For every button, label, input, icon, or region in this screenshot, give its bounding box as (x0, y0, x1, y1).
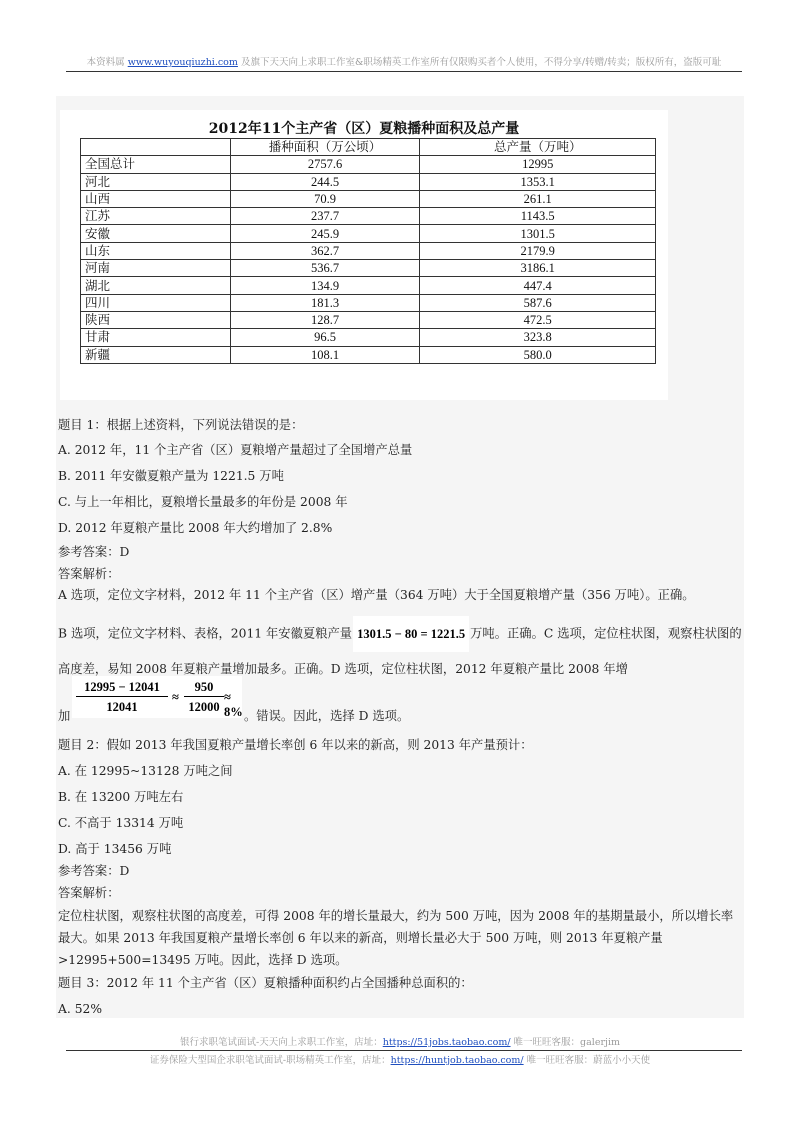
table-row (81, 190, 656, 207)
row-output-value: 323.8 (420, 329, 656, 346)
approx-result: ≈ 8% (224, 690, 243, 719)
header-divider (66, 71, 742, 72)
footer-2-post: 唯一旺旺客服：蔚蓝小小天使 (523, 1055, 651, 1066)
q3-option-a: A. 52% (58, 1002, 103, 1016)
row-region-name: 全国总计 (81, 156, 231, 173)
table-header-row (81, 139, 656, 156)
column-header (81, 139, 231, 156)
table-row (81, 277, 656, 294)
row-output-value: 1143.5 (420, 208, 656, 225)
footer-1-link[interactable]: https://51jobs.taobao.com/ (382, 1037, 511, 1048)
row-region-name: 安徽 (81, 225, 231, 242)
table-row (81, 156, 656, 173)
footer-divider (66, 1050, 742, 1051)
q1-analysis-b-post: 万吨。正确。C 选项，定位柱状图，观察柱状图的高度差，易知 2008 年夏粮产量增加最多。正确。D 选项，定位柱状图，2012 年夏粮产量比 2008 年增 (58, 626, 742, 676)
row-area-value: 181.3 (230, 294, 420, 311)
approx-sign-1: ≈ (172, 690, 179, 704)
table-title: 2012年11个主产省（区）夏粮播种面积及总产量 (208, 121, 520, 137)
q1-formula-d (72, 676, 242, 718)
table-row (81, 311, 656, 328)
row-output-value: 580.0 (420, 346, 656, 363)
row-region-name: 湖北 (81, 277, 231, 294)
row-area-value: 134.9 (230, 277, 420, 294)
q1-answer: 参考答案：D (58, 545, 130, 559)
header-prefix: 本资料属 (86, 57, 128, 68)
row-output-value: 12995 (420, 156, 656, 173)
row-region-name: 山西 (81, 190, 231, 207)
q2-option-d: D. 高于 13456 万吨 (58, 842, 172, 856)
row-area-value: 237.7 (230, 208, 420, 225)
column-header: 总产量（万吨） (420, 139, 656, 156)
q2-analysis: 定位柱状图，观察柱状图的高度差，可得 2008 年的增长量最大，约为 500 万吨，因为 2008 年的基期量最小，所以增长率最大。如果 2013 年我国夏粮产量增长率创 6 年以来的新高，则增长量必大于 500 万吨，则 2013 年夏粮产量>12995+500=13495 万吨。因此，选择 D 选项。 (58, 909, 734, 967)
row-area-value: 244.5 (230, 173, 420, 190)
table-row (81, 294, 656, 311)
row-region-name: 陕西 (81, 311, 231, 328)
row-area-value: 96.5 (230, 329, 420, 346)
q1-option-d: D. 2012 年夏粮产量比 2008 年大约增加了 2.8% (58, 521, 333, 535)
table-row (81, 260, 656, 277)
footer-1-text: 银行求职笔试面试-天天向上求职工作室，店址： (180, 1037, 383, 1048)
fraction-2 (184, 680, 224, 715)
header-suffix: 及旗下天天向上求职工作室&职场精英工作室所有仅限购买者个人使用，不得分享/转赠/转卖；版权所有，盗版可耻 (237, 57, 722, 68)
fraction-2-numerator: 950 (184, 680, 224, 697)
table-row (81, 208, 656, 225)
row-output-value: 1301.5 (420, 225, 656, 242)
row-area-value: 128.7 (230, 311, 420, 328)
table-row (81, 242, 656, 259)
footer-line-2 (0, 1052, 800, 1066)
row-area-value: 245.9 (230, 225, 420, 242)
fraction-1-denominator: 12041 (106, 700, 138, 714)
row-region-name: 江苏 (81, 208, 231, 225)
q2-answer: 参考答案：D (58, 864, 130, 878)
row-region-name: 四川 (81, 294, 231, 311)
footer-2-link[interactable]: https://huntjob.taobao.com/ (390, 1055, 524, 1066)
q1-option-a: A. 2012 年，11 个主产省（区）夏粮增产量超过了全国增产总量 (58, 443, 413, 457)
q1-question: 题目 1：根据上述资料，下列说法错误的是： (58, 418, 304, 432)
fraction-2-denominator: 12000 (188, 700, 220, 714)
row-region-name: 河南 (81, 260, 231, 277)
q2-question: 题目 2：假如 2013 年我国夏粮产量增长率创 6 年以来的新高，则 2013 年产量预计： (58, 738, 533, 752)
q1-analysis-label: 答案解析： (58, 567, 120, 581)
q1-formula-b: 1301.5 − 80 = 1221.5 (353, 616, 469, 652)
row-area-value: 362.7 (230, 242, 420, 259)
q2-option-a: A. 在 12995~13128 万吨之间 (58, 764, 233, 778)
footer-line-1 (0, 1034, 800, 1048)
fraction-1 (76, 680, 168, 715)
row-output-value: 472.5 (420, 311, 656, 328)
table-row (81, 225, 656, 242)
row-output-value: 1353.1 (420, 173, 656, 190)
footer-1-post: 唯一旺旺客服：galerjim (510, 1037, 620, 1048)
q2-option-b: B. 在 13200 万吨左右 (58, 790, 184, 804)
row-area-value: 2757.6 (230, 156, 420, 173)
row-region-name: 新疆 (81, 346, 231, 363)
q1-option-c: C. 与上一年相比，夏粮增长量最多的年份是 2008 年 (58, 495, 348, 509)
footer-2-text: 证券保险大型国企求职笔试面试-职场精英工作室，店址： (149, 1055, 391, 1066)
data-table (80, 138, 656, 364)
row-output-value: 3186.1 (420, 260, 656, 277)
row-region-name: 河北 (81, 173, 231, 190)
row-output-value: 587.6 (420, 294, 656, 311)
row-output-value: 2179.9 (420, 242, 656, 259)
q2-option-c: C. 不高于 13314 万吨 (58, 816, 184, 830)
row-region-name: 甘肃 (81, 329, 231, 346)
q1-option-b: B. 2011 年安徽夏粮产量为 1221.5 万吨 (58, 469, 284, 483)
row-area-value: 70.9 (230, 190, 420, 207)
q1-analysis-d-pre: 加 (58, 709, 71, 723)
q1-analysis-d-post: 。错误。因此，选择 D 选项。 (244, 709, 410, 723)
q1-analysis-a: A 选项，定位文字材料，2012 年 11 个主产省（区）增产量（364 万吨）大于全国夏粮增产量（356 万吨）。正确。 (58, 588, 695, 602)
q1-analysis-b-text: B 选项，定位文字材料、表格，2011 年安徽夏粮产量 (58, 626, 353, 641)
row-output-value: 261.1 (420, 190, 656, 207)
table-row (81, 173, 656, 190)
row-output-value: 447.4 (420, 277, 656, 294)
page-header (66, 54, 742, 68)
row-area-value: 536.7 (230, 260, 420, 277)
content-panel (56, 96, 744, 1018)
row-area-value: 108.1 (230, 346, 420, 363)
table-row (81, 329, 656, 346)
table-image (60, 110, 668, 400)
table-row (81, 346, 656, 363)
q3-question: 题目 3：2012 年 11 个主产省（区）夏粮播种面积约占全国播种总面积的： (58, 976, 473, 990)
column-header: 播种面积（万公顷） (230, 139, 420, 156)
fraction-1-numerator: 12995 − 12041 (76, 680, 168, 697)
header-link[interactable]: www.wuyouqiuzhi.com (127, 57, 238, 68)
q2-analysis-label: 答案解析： (58, 886, 120, 900)
row-region-name: 山东 (81, 242, 231, 259)
